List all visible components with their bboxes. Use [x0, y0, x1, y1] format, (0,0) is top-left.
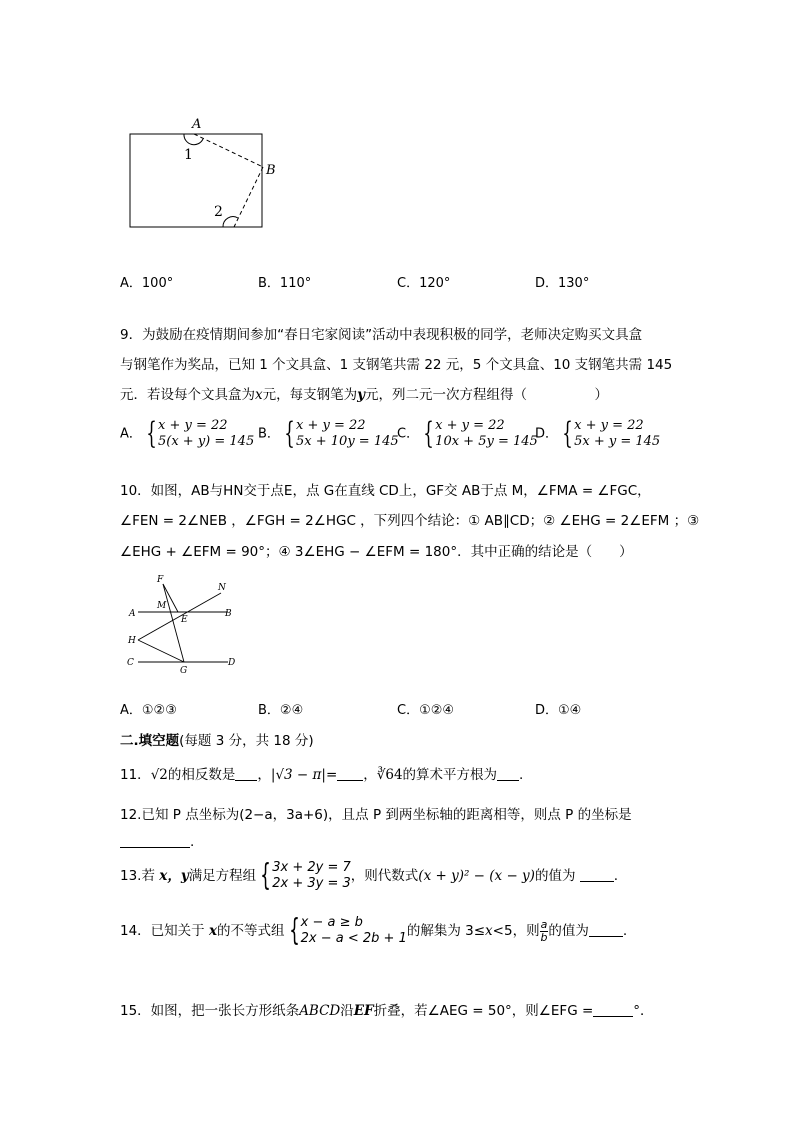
equation-system	[158, 418, 254, 450]
line-hn	[138, 593, 221, 640]
q13-text: ，则代数式	[350, 868, 419, 884]
q10-line-1: 10．如图，AB与HN交于点E，点 G在直线 CD上，GF交 AB于点 M，∠FMA = ∠FGC，	[120, 483, 651, 499]
q10-option-b[interactable]	[258, 699, 303, 718]
q9-option-d[interactable]	[535, 418, 660, 450]
q8-option-b[interactable]	[258, 272, 311, 291]
q14	[120, 915, 627, 947]
cbrt-64: ∛64	[376, 767, 403, 783]
fraction-denominator: b	[540, 930, 548, 944]
label-2: 2	[214, 204, 223, 220]
brace: {	[146, 416, 157, 451]
q13-text: 满足方程组	[188, 868, 257, 884]
angle-arc-1	[184, 134, 203, 145]
label-A: A	[129, 609, 136, 619]
answer-blank-2[interactable]	[337, 766, 363, 781]
label-F: F	[157, 575, 164, 585]
equation-system	[435, 418, 538, 450]
brace: {	[562, 416, 573, 451]
answer-blank[interactable]	[593, 1002, 633, 1017]
q14-text: 的解集为 3≤	[406, 923, 486, 939]
equation-1: x + y = 22	[158, 418, 228, 433]
equation-2: 10x + 5y = 145	[435, 434, 538, 449]
label-M: M	[157, 601, 167, 611]
q8-option-d[interactable]	[535, 272, 589, 291]
option-value: 130°	[558, 276, 590, 291]
option-letter: D．	[535, 703, 559, 718]
q12-line-2	[120, 833, 194, 850]
q13-text: 的值为	[534, 868, 576, 884]
label-N: N	[218, 583, 226, 593]
degree-period: °．	[633, 1003, 654, 1019]
answer-blank-3[interactable]	[497, 766, 519, 781]
option-letter: C．	[397, 703, 420, 718]
q9-text: 元，每支钢笔为	[262, 387, 358, 403]
inequality-1: x − a ≥ b	[300, 915, 363, 930]
inequality-system	[301, 915, 407, 947]
equation-1: x + y = 22	[296, 418, 366, 433]
q9-option-a[interactable]	[120, 418, 254, 450]
q8-option-c[interactable]	[397, 272, 450, 291]
figure-q10	[120, 572, 250, 678]
option-letter: B．	[258, 276, 280, 291]
vars-xy: x，y	[159, 868, 189, 884]
option-value: ①②④	[419, 703, 455, 718]
q10-line-2: ∠FEN = 2∠NEB ，∠FGH = 2∠HGC ，下列四个结论：① AB∥CD；② ∠EHG = 2∠EFM ；③	[120, 513, 700, 529]
angle-arc-2	[223, 217, 238, 227]
section-note: (每题 3 分，共 18 分)	[179, 733, 314, 749]
sqrt-2: √2	[150, 767, 168, 783]
option-letter: B．	[258, 703, 280, 718]
q15-text: 沿	[340, 1003, 354, 1019]
option-letter: D．	[535, 426, 559, 442]
equation-1: 3x + 2y = 7	[272, 860, 351, 875]
option-letter: A．	[120, 426, 142, 442]
q8-option-a[interactable]	[120, 272, 173, 291]
option-value: ①②③	[141, 703, 177, 718]
label-1: 1	[184, 147, 193, 163]
inequality-2: 2x − a < 2b + 1	[300, 931, 407, 946]
option-letter: C．	[397, 426, 420, 442]
period: .	[519, 767, 524, 783]
equation-2: 5x + 10y = 145	[296, 434, 399, 449]
period: .	[190, 834, 195, 850]
var-x: x	[485, 923, 493, 939]
rectangle-shape	[130, 134, 262, 227]
question-number: 11．	[120, 767, 151, 783]
option-letter: C．	[397, 276, 420, 291]
q9-text: 元，列二元一次方程组得（ ）	[364, 387, 608, 403]
equation-system	[574, 418, 660, 450]
period: .	[613, 868, 619, 884]
option-value: 120°	[419, 276, 451, 291]
label-E: E	[181, 615, 188, 625]
equation-system	[296, 418, 399, 450]
section-title	[120, 729, 314, 749]
equation-2: 5(x + y) = 145	[158, 434, 255, 449]
section-heading: 二.填空题	[120, 733, 180, 749]
q10-option-d[interactable]	[535, 699, 581, 718]
answer-blank-1[interactable]	[235, 766, 257, 781]
brace: {	[423, 416, 434, 451]
q9-text: 元．若设每个文具盒为	[120, 387, 255, 403]
dashed-line-b-bottom	[234, 167, 263, 227]
answer-blank[interactable]	[120, 833, 190, 848]
label-D: D	[228, 658, 236, 668]
brace: {	[260, 858, 271, 893]
answer-blank[interactable]	[580, 867, 614, 882]
period: .	[622, 923, 628, 939]
option-letter: A．	[120, 703, 142, 718]
q11-text: 的算术平方根为	[402, 767, 498, 783]
equals: =	[325, 767, 338, 783]
q15-text: 15．如图，把一张长方形纸条	[120, 1003, 300, 1019]
q11: 11．√2的相反数是 ，|√3 − π|= ，∛64的算术平方根为 .	[120, 767, 524, 783]
figure-q8	[120, 112, 290, 237]
q9-line-2: 与钢笔作为奖品，已知 1 个文具盒、1 支钢笔共需 22 元，5 个文具盒、10 支钢笔共需 145	[120, 357, 673, 373]
var-y: y	[357, 387, 365, 403]
option-value: ②④	[279, 703, 304, 718]
label-B: B	[266, 163, 276, 178]
q15	[120, 999, 654, 1019]
q14-text: <5，则	[492, 923, 540, 939]
equation-1: x + y = 22	[574, 418, 644, 433]
q10-option-c[interactable]	[397, 699, 454, 718]
q14-text: 的值为	[548, 923, 589, 939]
algebraic-expression: (x + y)² − (x − y)	[418, 868, 535, 884]
brace: {	[288, 913, 300, 948]
label-G: G	[180, 666, 188, 676]
equation-2: 5x + y = 145	[574, 434, 661, 449]
fraction-numerator: a	[540, 917, 548, 931]
option-value: 110°	[279, 276, 312, 291]
abs-expression: |√3 − π|	[270, 767, 326, 783]
equation-system	[272, 860, 351, 892]
rect-abcd: ABCD	[299, 1003, 341, 1019]
label-A: A	[192, 117, 202, 132]
option-value: 100°	[141, 276, 174, 291]
q14-text: 14．已知关于	[120, 923, 205, 939]
q9-line-1: 9．为鼓励在疫情期间参加“春日宅家阅读”活动中表现积极的同学，老师决定购买文具盒	[120, 327, 643, 343]
q13	[120, 860, 618, 892]
q12-line-1: 12.已知 P 点坐标为(2−a，3a+6)，且点 P 到两坐标轴的距离相等，则点 P 的坐标是	[120, 807, 632, 823]
q15-text: 折叠，若∠AEG = 50°，则∠EFG =	[373, 1003, 594, 1019]
var-x: x	[255, 387, 263, 403]
line-hg	[138, 640, 184, 662]
option-value: ①④	[558, 703, 582, 718]
q10-option-a[interactable]	[120, 699, 177, 718]
option-letter: B．	[258, 426, 280, 442]
option-letter: D．	[535, 276, 559, 291]
option-letter: A．	[120, 276, 142, 291]
label-C: C	[127, 658, 134, 668]
equation-1: x + y = 22	[435, 418, 505, 433]
equation-2: 2x + 3y = 3	[272, 876, 351, 891]
var-x: x	[208, 923, 218, 939]
q11-text: 的相反数是	[167, 767, 236, 783]
brace: {	[284, 416, 295, 451]
label-H: H	[128, 636, 136, 646]
label-B: B	[225, 609, 232, 619]
q13-text: 13.若	[120, 868, 155, 884]
fold-ef: EF	[353, 1003, 374, 1019]
q9-option-b[interactable]	[258, 418, 399, 450]
q10-line-3: ∠EHG + ∠EFM = 90°；④ 3∠EHG − ∠EFM = 180°．其中正确的结论是（ ）	[120, 544, 633, 560]
q9-option-c[interactable]	[397, 418, 538, 450]
q9-line-3	[120, 383, 608, 403]
q14-text: 的不等式组	[217, 923, 285, 939]
answer-blank[interactable]	[589, 922, 623, 937]
dashed-line-a-b	[194, 134, 263, 167]
